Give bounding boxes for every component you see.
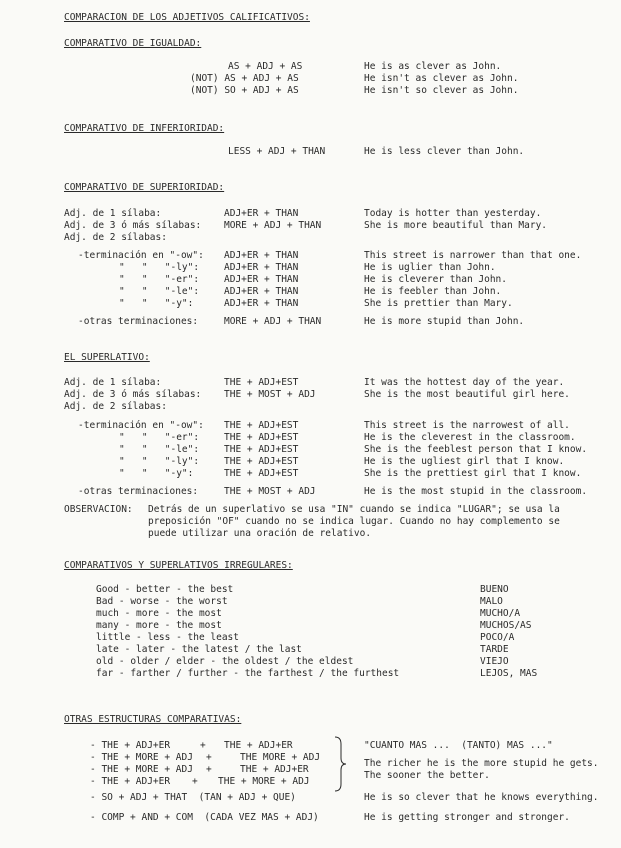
- row-label: " " "-ly":: [119, 262, 200, 273]
- row-label: Adj. de 2 sílabas:: [64, 232, 167, 243]
- irregular-forms: far - farther / further - the farthest / the furthest: [96, 668, 400, 679]
- example: He is less clever than John.: [364, 146, 525, 157]
- row-label: Adj. de 3 ó más sílabas:: [64, 389, 202, 400]
- row-label: " " "-le":: [119, 286, 200, 297]
- example: The sooner the better.: [364, 770, 490, 781]
- formula: THE + MOST + ADJ: [224, 486, 316, 497]
- irregular-forms: little - less - the least: [96, 632, 239, 643]
- example: He is cleverer than John.: [364, 274, 507, 285]
- irregular-meaning: MUCHOS/AS: [480, 620, 532, 631]
- irregular-meaning: TARDE: [480, 644, 509, 655]
- example: He is as clever as John.: [364, 61, 502, 72]
- observacion-text: preposición "OF" cuando no se indica lugar. Cuando no hay complemento se: [148, 516, 560, 527]
- formula: MORE + ADJ + THAN: [224, 220, 322, 231]
- formula: - THE + ADJ+ER: [90, 776, 171, 787]
- section-heading-inferioridad: COMPARATIVO DE INFERIORIDAD:: [64, 123, 225, 134]
- row-label: -otras terminaciones:: [78, 316, 199, 327]
- row-label: Adj. de 3 ó más sílabas:: [64, 220, 202, 231]
- example: She is the feeblest person that I know.: [364, 444, 588, 455]
- irregular-forms: late - later - the latest / the last: [96, 644, 302, 655]
- example: He is the ugliest girl that I know.: [364, 456, 565, 467]
- curly-brace: [332, 736, 348, 792]
- irregular-forms: much - more - the most: [96, 608, 222, 619]
- irregular-meaning: LEJOS, MAS: [480, 668, 538, 679]
- formula: ADJ+ER + THAN: [224, 208, 299, 219]
- example: He isn't so clever as John.: [364, 85, 519, 96]
- row-label: -terminación en "-ow":: [78, 420, 204, 431]
- formula: - COMP + AND + COM (CADA VEZ MAS + ADJ): [90, 812, 319, 823]
- example: She is the prettiest girl that I know.: [364, 468, 582, 479]
- plus-sign: +: [206, 752, 212, 763]
- observacion-label: OBSERVACION:: [64, 504, 133, 515]
- example: This street is the narrowest of all.: [364, 420, 570, 431]
- formula: ADJ+ER + THAN: [224, 262, 299, 273]
- formula: THE + MOST + ADJ: [224, 389, 316, 400]
- formula: THE + ADJ+EST: [224, 420, 299, 431]
- formula: THE + ADJ+EST: [224, 456, 299, 467]
- observacion-text: Detrás de un superlativo se usa "IN" cuando se indica "LUGAR"; se usa la: [148, 504, 560, 515]
- formula: THE + ADJ+ER: [240, 764, 309, 775]
- formula: ADJ+ER + THAN: [224, 298, 299, 309]
- irregular-forms: old - older / elder - the oldest / the eldest: [96, 656, 354, 667]
- irregular-forms: Bad - worse - the worst: [96, 596, 228, 607]
- example: He is so clever that he knows everything.: [364, 792, 599, 803]
- example: He is the cleverest in the classroom.: [364, 432, 576, 443]
- observacion-text: puede utilizar una oración de relativo.: [148, 528, 372, 539]
- row-label: Adj. de 1 sílaba:: [64, 377, 162, 388]
- example: Today is hotter than yesterday.: [364, 208, 542, 219]
- section-heading-otras: OTRAS ESTRUCTURAS COMPARATIVAS:: [64, 714, 242, 725]
- formula: THE MORE + ADJ: [240, 752, 321, 763]
- example: He is more stupid than John.: [364, 316, 525, 327]
- example: He isn't as clever as John.: [364, 73, 519, 84]
- formula: (NOT) SO + ADJ + AS: [190, 85, 299, 96]
- example: She is more beautiful than Mary.: [364, 220, 548, 231]
- formula: - THE + ADJ+ER: [90, 740, 171, 751]
- section-heading-igualdad: COMPARATIVO DE IGUALDAD:: [64, 38, 202, 49]
- formula: ADJ+ER + THAN: [224, 286, 299, 297]
- section-heading-superioridad: COMPARATIVO DE SUPERIORIDAD:: [64, 182, 225, 193]
- formula: (NOT) AS + ADJ + AS: [190, 73, 299, 84]
- formula: THE + MORE + ADJ: [218, 776, 310, 787]
- page-title: COMPARACION DE LOS ADJETIVOS CALIFICATIVOS:: [64, 12, 310, 23]
- example: He is uglier than John.: [364, 262, 496, 273]
- row-label: " " "-er":: [119, 274, 200, 285]
- row-label: " " "-y":: [119, 298, 194, 309]
- row-label: -terminación en "-ow":: [78, 250, 204, 261]
- formula: MORE + ADJ + THAN: [224, 316, 322, 327]
- example: She is the most beautiful girl here.: [364, 389, 570, 400]
- example: It was the hottest day of the year.: [364, 377, 565, 388]
- irregular-meaning: POCO/A: [480, 632, 515, 643]
- example: The richer he is the more stupid he gets.: [364, 758, 599, 769]
- row-label: " " "-le":: [119, 444, 200, 455]
- plus-sign: +: [200, 740, 206, 751]
- formula: THE + ADJ+ER: [224, 740, 293, 751]
- plus-sign: +: [192, 776, 198, 787]
- irregular-meaning: VIEJO: [480, 656, 509, 667]
- section-heading-irregulares: COMPARATIVOS Y SUPERLATIVOS IRREGULARES:: [64, 560, 293, 571]
- irregular-forms: many - more - the most: [96, 620, 222, 631]
- formula: ADJ+ER + THAN: [224, 250, 299, 261]
- section-heading-superlativo: EL SUPERLATIVO:: [64, 352, 150, 363]
- row-label: Adj. de 1 sílaba:: [64, 208, 162, 219]
- irregular-forms: Good - better - the best: [96, 584, 234, 595]
- row-label: " " "-er":: [119, 432, 200, 443]
- example: He is the most stupid in the classroom.: [364, 486, 588, 497]
- row-label: -otras terminaciones:: [78, 486, 199, 497]
- formula: THE + ADJ+EST: [224, 377, 299, 388]
- formula: LESS + ADJ + THAN: [228, 146, 326, 157]
- irregular-meaning: BUENO: [480, 584, 509, 595]
- row-label: " " "-y":: [119, 468, 194, 479]
- formula: - THE + MORE + ADJ: [90, 752, 193, 763]
- formula: - SO + ADJ + THAT (TAN + ADJ + QUE): [90, 792, 296, 803]
- plus-sign: +: [206, 764, 212, 775]
- irregular-meaning: MUCHO/A: [480, 608, 521, 619]
- example: This street is narrower than that one.: [364, 250, 582, 261]
- example: She is prettier than Mary.: [364, 298, 513, 309]
- formula: AS + ADJ + AS: [228, 61, 303, 72]
- formula: ADJ+ER + THAN: [224, 274, 299, 285]
- irregular-meaning: MALO: [480, 596, 503, 607]
- example: He is feebler than John.: [364, 286, 502, 297]
- formula: THE + ADJ+EST: [224, 468, 299, 479]
- cuanto-mas-text: "CUANTO MAS ... (TANTO) MAS ...": [364, 740, 553, 751]
- formula: - THE + MORE + ADJ: [90, 764, 193, 775]
- formula: THE + ADJ+EST: [224, 444, 299, 455]
- row-label: " " "-ly":: [119, 456, 200, 467]
- row-label: Adj. de 2 sílabas:: [64, 401, 167, 412]
- example: He is getting stronger and stronger.: [364, 812, 570, 823]
- formula: THE + ADJ+EST: [224, 432, 299, 443]
